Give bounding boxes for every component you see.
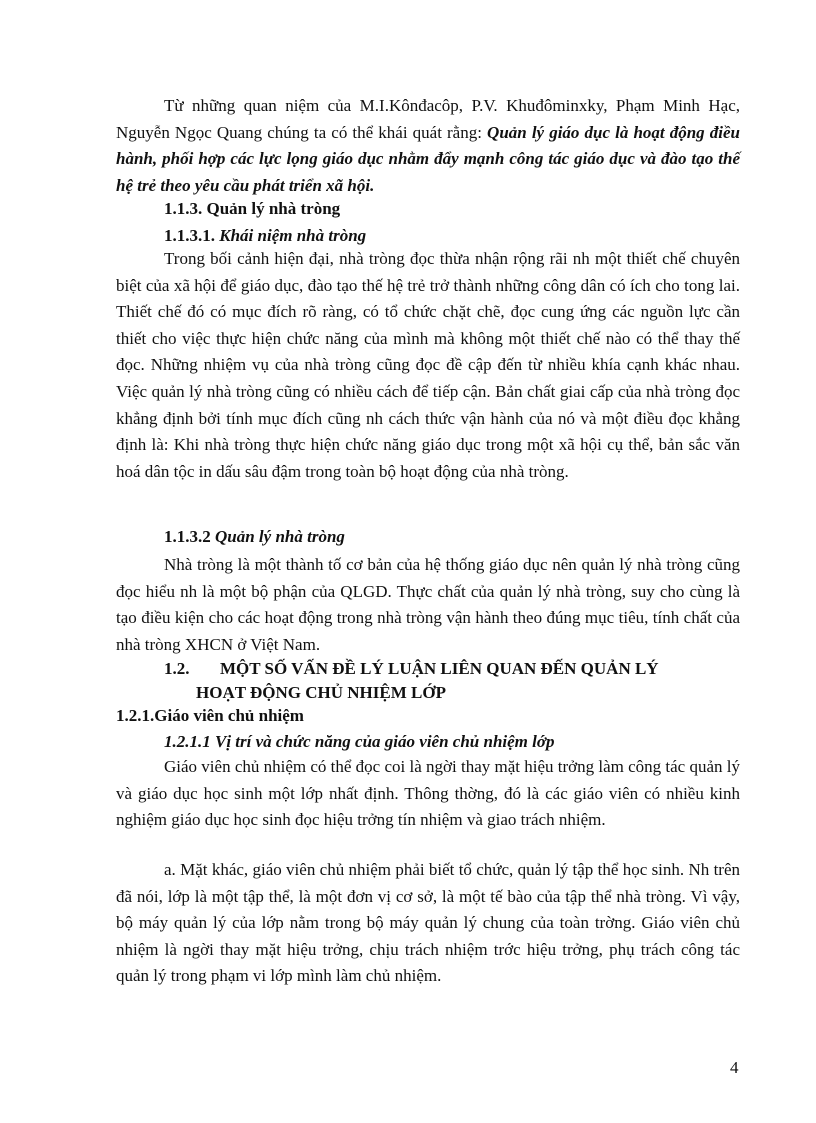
heading-number: 1.1.3.2	[164, 527, 215, 546]
heading-number: 1.1.3.1.	[164, 226, 220, 245]
heading-1-1-3-1	[164, 226, 366, 246]
heading-title: Quản lý nhà tròng	[215, 527, 345, 546]
heading-1-2-1-1: 1.2.1.1 Vị trí và chức năng của giáo viên chủ nhiệm lớp	[164, 732, 555, 751]
heading-1-1-3: 1.1.3. Quản lý nhà tròng	[164, 199, 341, 218]
heading-1-2-line1: MỘT SỐ VẤN ĐỀ LÝ LUẬN LIÊN QUAN ĐẾN QUẢN LÝ	[220, 659, 659, 678]
intro-paragraph	[116, 93, 740, 199]
management-paragraph: a. Mặt khác, giáo viên chủ nhiệm phải biết tổ chức, quản lý tập thể học sinh. Nh trên đã nói, lớp là một tập thể, là một đơn vị cơ sở, là một tế bào của tập thể nhà tròng. Vì vậy, bộ máy quản lý của lớp nằm trong bộ máy quản lý chung của toàn trờng. Giáo viên chủ nhiệm là ngời thay mặt hiệu trởng, chịu trách nhiệm trớc hiệu trởng, phụ trách công tác quản lý trong phạm vi lớp mình làm chủ nhiệm.	[116, 860, 740, 986]
heading-1-2-number: 1.2.	[164, 659, 190, 678]
school-management-paragraph: Nhà tròng là một thành tố cơ bản của hệ thống giáo dục nên quản lý nhà tròng cũng đọc hiểu nh là một bộ phận của QLGD. Thực chất của quản lý nhà tròng, suy cho cùng là tạo điều kiện cho các hoạt động trong nhà tròng vận hành theo đúng mục tiêu, tính chất của nhà tròng XHCN ở Việt Nam.	[116, 555, 740, 654]
intro-text: Từ những quan niệm của M.I.Kônđacôp, P.V. Khuđôminxky, Phạm Minh Hạc, Nguyễn Ngọc Quang chúng ta có thể khái quát rằng:	[116, 96, 740, 142]
heading-1-2-1: 1.2.1.Giáo viên chủ nhiệm	[116, 706, 304, 725]
intro-emphasis: Quản lý giáo dục là hoạt động điều hành, phối hợp các lực lọng giáo dục nhằm đẩy mạnh công tác giáo dục và đào tạo thế hệ trẻ theo yêu cầu phát triển xã hội.	[116, 122, 740, 195]
heading-1-1-3-2	[164, 527, 345, 547]
heading-title: Khái niệm nhà tròng	[219, 226, 367, 245]
page-number: 4	[730, 1058, 739, 1077]
homeroom-teacher-paragraph: Giáo viên chủ nhiệm có thể đọc coi là ngời thay mặt hiệu trởng làm công tác quản lý và giáo dục học sinh một lớp nhất định. Thông thờng, đó là các giáo viên có nhiều kinh nghiệm giáo dục học sinh đọc hiệu trởng tín nhiệm và giao trách nhiệm.	[116, 757, 740, 830]
heading-1-2-line2: HOẠT ĐỘNG CHỦ NHIỆM LỚP	[196, 683, 446, 702]
school-concept-paragraph: Trong bối cảnh hiện đại, nhà tròng đọc thừa nhận rộng rãi nh một thiết chế chuyên biệt của xã hội để giáo dục, đào tạo thế hệ trẻ trở thành những công dân có ích cho tong lai. Thiết chế đó có mục đích rõ ràng, có tổ chức chặt chẽ, đọc cung ứng các nguồn lực cần thiết cho việc thực hiện chức năng của mình mà không một thiết chế nào có thể thay thế đọc. Những nhiệm vụ của nhà tròng cũng đọc đề cập đến từ nhiều khía cạnh khác nhau. Việc quản lý nhà tròng cũng có nhiều cách để tiếp cận. Bản chất giai cấp của nhà tròng đọc khẳng định bởi tính mục đích cũng nh cách thức vận hành của nó và một điều đọc khẳng định là: Khi nhà tròng thực hiện chức năng giáo dục trong một xã hội cụ thể, bản sắc văn hoá dân tộc in dấu sâu đậm trong toàn bộ hoạt động của nhà tròng.	[116, 249, 740, 481]
